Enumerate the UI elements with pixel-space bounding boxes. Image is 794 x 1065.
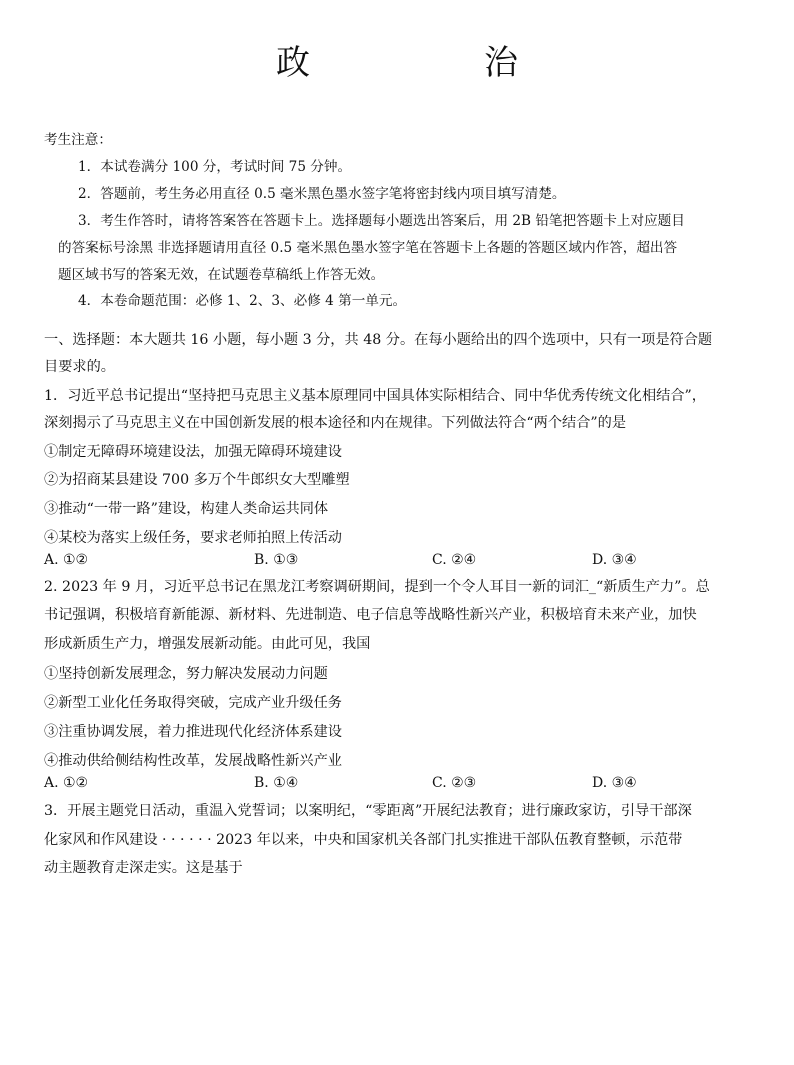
q1-options [44, 550, 744, 570]
q2-item-3: ③注重协调发展，着力推进现代化经济体系建设 [44, 724, 342, 740]
q2-option-a[interactable]: A. ①② [44, 775, 89, 791]
q3-stem-line-1: 3．开展主题党日活动，重温入党誓词；以案明纪，“零距离”开展纪法教育；进行廉政家访，引导干部深 [44, 803, 692, 819]
q1-stem-line-1: 1．习近平总书记提出“坚持把马克思主义基本原理同中国具体实际相结合、同中华优秀传统文化相结合”， [44, 388, 706, 404]
notice-line-5: 题区域书写的答案无效，在试题卷草稿纸上作答无效。 [58, 267, 385, 283]
q2-stem-line-1: 2. 2023 年 9 月，习近平总书记在黑龙江考察调研期间，提到一个令人耳目一新的词汇_“新质生产力”。总 [44, 579, 710, 595]
notice-heading: 考生注意： [44, 132, 112, 148]
page-title: 政 治 [276, 43, 588, 83]
notice-line-1: 1．本试卷满分 100 分，考试时间 75 分钟。 [78, 159, 352, 175]
q1-option-c[interactable]: C. ②④ [432, 552, 477, 568]
q1-stem-line-2: 深刻揭示了马克思主义在中国创新发展的根本途径和内在规律。下列做法符合“两个结合”的是 [44, 415, 627, 431]
q2-stem-line-2: 书记强调，积极培育新能源、新材料、先进制造、电子信息等战略性新兴产业，积极培育未来产业，加快 [44, 607, 697, 623]
q2-stem-line-3: 形成新质生产力，增强发展新动能。由此可见，我国 [44, 636, 371, 652]
q1-item-3: ③推动“一带一路”建设，构建人类命运共同体 [44, 501, 329, 517]
q1-option-a[interactable]: A. ①② [44, 552, 89, 568]
q2-item-2: ②新型工业化任务取得突破，完成产业升级任务 [44, 695, 342, 711]
q1-option-d[interactable]: D. ③④ [592, 552, 637, 568]
notice-line-6: 4．本卷命题范围：必修 1、2、3、必修 4 第一单元。 [78, 293, 407, 309]
section-heading-line-2: 目要求的。 [44, 359, 115, 375]
notice-line-2: 2．答题前，考生务必用直径 0.5 毫米黑色墨水签字笔将密封线内项目填写清楚。 [78, 186, 566, 202]
notice-line-3: 3．考生作答时，请将答案答在答题卡上。选择题每小题选出答案后，用 2B 铅笔把答题卡上对应题目 [78, 213, 685, 229]
section-heading-line-1: 一、选择题：本大题共 16 小题，每小题 3 分，共 48 分。在每小题给出的四个选项中，只有一项是符合题 [44, 332, 713, 348]
q2-option-b[interactable]: B. ①④ [254, 775, 299, 791]
q1-item-4: ④某校为落实上级任务，要求老师拍照上传活动 [44, 530, 342, 546]
q1-item-1: ①制定无障碍环境建设法，加强无障碍环境建设 [44, 444, 342, 460]
q1-item-2: ②为招商某县建设 700 多万个牛郎织女大型雕塑 [44, 472, 350, 488]
q2-item-4: ④推动供给侧结构性改革，发展战略性新兴产业 [44, 753, 342, 769]
q3-stem-line-3: 动主题教育走深走实。这是基于 [44, 860, 243, 876]
q1-option-b[interactable]: B. ①③ [254, 552, 299, 568]
q3-stem-line-2: 化家风和作风建设 · · · · · · 2023 年以来，中央和国家机关各部门扎实推进干部队伍教育整顿，示范带 [44, 832, 683, 848]
q2-option-c[interactable]: C. ②③ [432, 775, 477, 791]
notice-line-4: 的答案标号涂黑 非选择题请用直径 0.5 毫米黑色墨水签字笔在答题卡上各题的答题区域内作答，超出答 [58, 240, 678, 256]
q2-options [44, 773, 744, 793]
q2-option-d[interactable]: D. ③④ [592, 775, 637, 791]
q2-item-1: ①坚持创新发展理念，努力解决发展动力问题 [44, 666, 328, 682]
